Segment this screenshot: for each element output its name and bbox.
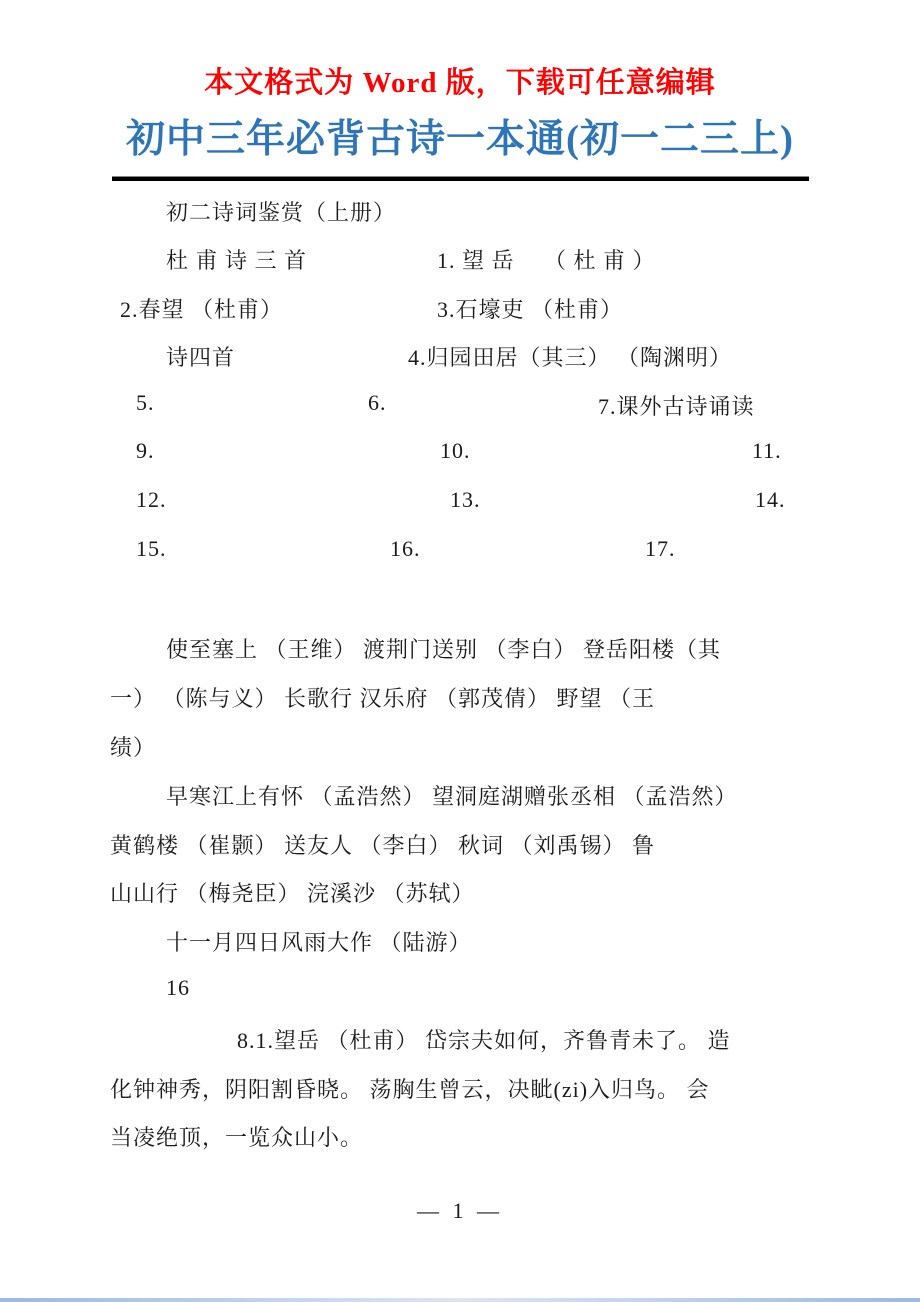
text-segment: 7.课外古诗诵读 <box>598 394 755 419</box>
page-number: — 1 — <box>417 1198 503 1223</box>
text-segment: 5. <box>136 390 155 415</box>
text-segment: 13. <box>450 487 481 512</box>
text-segment: 初二诗词鉴赏（上册） <box>166 200 397 225</box>
text-segment: 16 <box>166 975 190 1000</box>
text-segment: 3.石壕吏 （杜甫） <box>437 297 624 322</box>
text-segment: 化钟神秀，阴阳割昏晓。 荡胸生曾云，决眦(zi)入归鸟。 会 <box>110 1077 710 1102</box>
text-segment: 6. <box>368 390 387 415</box>
text-segment: 12. <box>136 487 167 512</box>
text-segment: 9. <box>136 438 155 463</box>
text-segment: 11. <box>752 438 782 463</box>
text-segment: 当凌绝顶，一览众山小。 <box>110 1125 364 1150</box>
text-segment: 一） （陈与义） 长歌行 汉乐府 （郭茂倩） 野望 （王 <box>110 686 656 711</box>
text-segment: 十一月四日风雨大作 （陆游） <box>166 930 472 955</box>
text-segment: 使至塞上 （王维） 渡荆门送别 （李白） 登岳阳楼（其 <box>166 637 722 662</box>
text-segment: 山山行 （梅尧臣） 浣溪沙 （苏轼） <box>110 881 475 906</box>
text-segment: 15. <box>136 536 167 561</box>
text-segment: 8.1.望岳 （杜甫） 岱宗夫如何，齐鲁青未了。 造 <box>237 1028 731 1053</box>
page-title: 初中三年必背古诗一本通(初一二三上) <box>126 118 794 161</box>
text-segment: 杜 甫 诗 三 首 <box>166 248 308 273</box>
bottom-accent-bar <box>0 1298 920 1302</box>
text-segment: 诗四首 <box>166 345 236 370</box>
text-segment: 1. 望 岳 （ 杜 甫 ） <box>437 248 656 273</box>
text-segment: 4.归园田居（其三） （陶渊明） <box>408 345 733 370</box>
text-segment: 14. <box>755 487 786 512</box>
text-segment: 早寒江上有怀 （孟浩然） 望洞庭湖赠张丞相 （孟浩然） <box>166 784 738 809</box>
text-segment: 2.春望 （杜甫） <box>120 297 284 322</box>
format-notice-text: 本文格式为 Word 版，下载可任意编辑 <box>204 67 716 99</box>
text-segment: 16. <box>390 536 421 561</box>
text-segment: 10. <box>440 438 471 463</box>
text-segment: 绩） <box>110 735 157 760</box>
text-segment: 17. <box>645 536 676 561</box>
text-segment: 黄鹤楼 （崔颢） 送友人 （李白） 秋词 （刘禹锡） 鲁 <box>110 833 656 858</box>
